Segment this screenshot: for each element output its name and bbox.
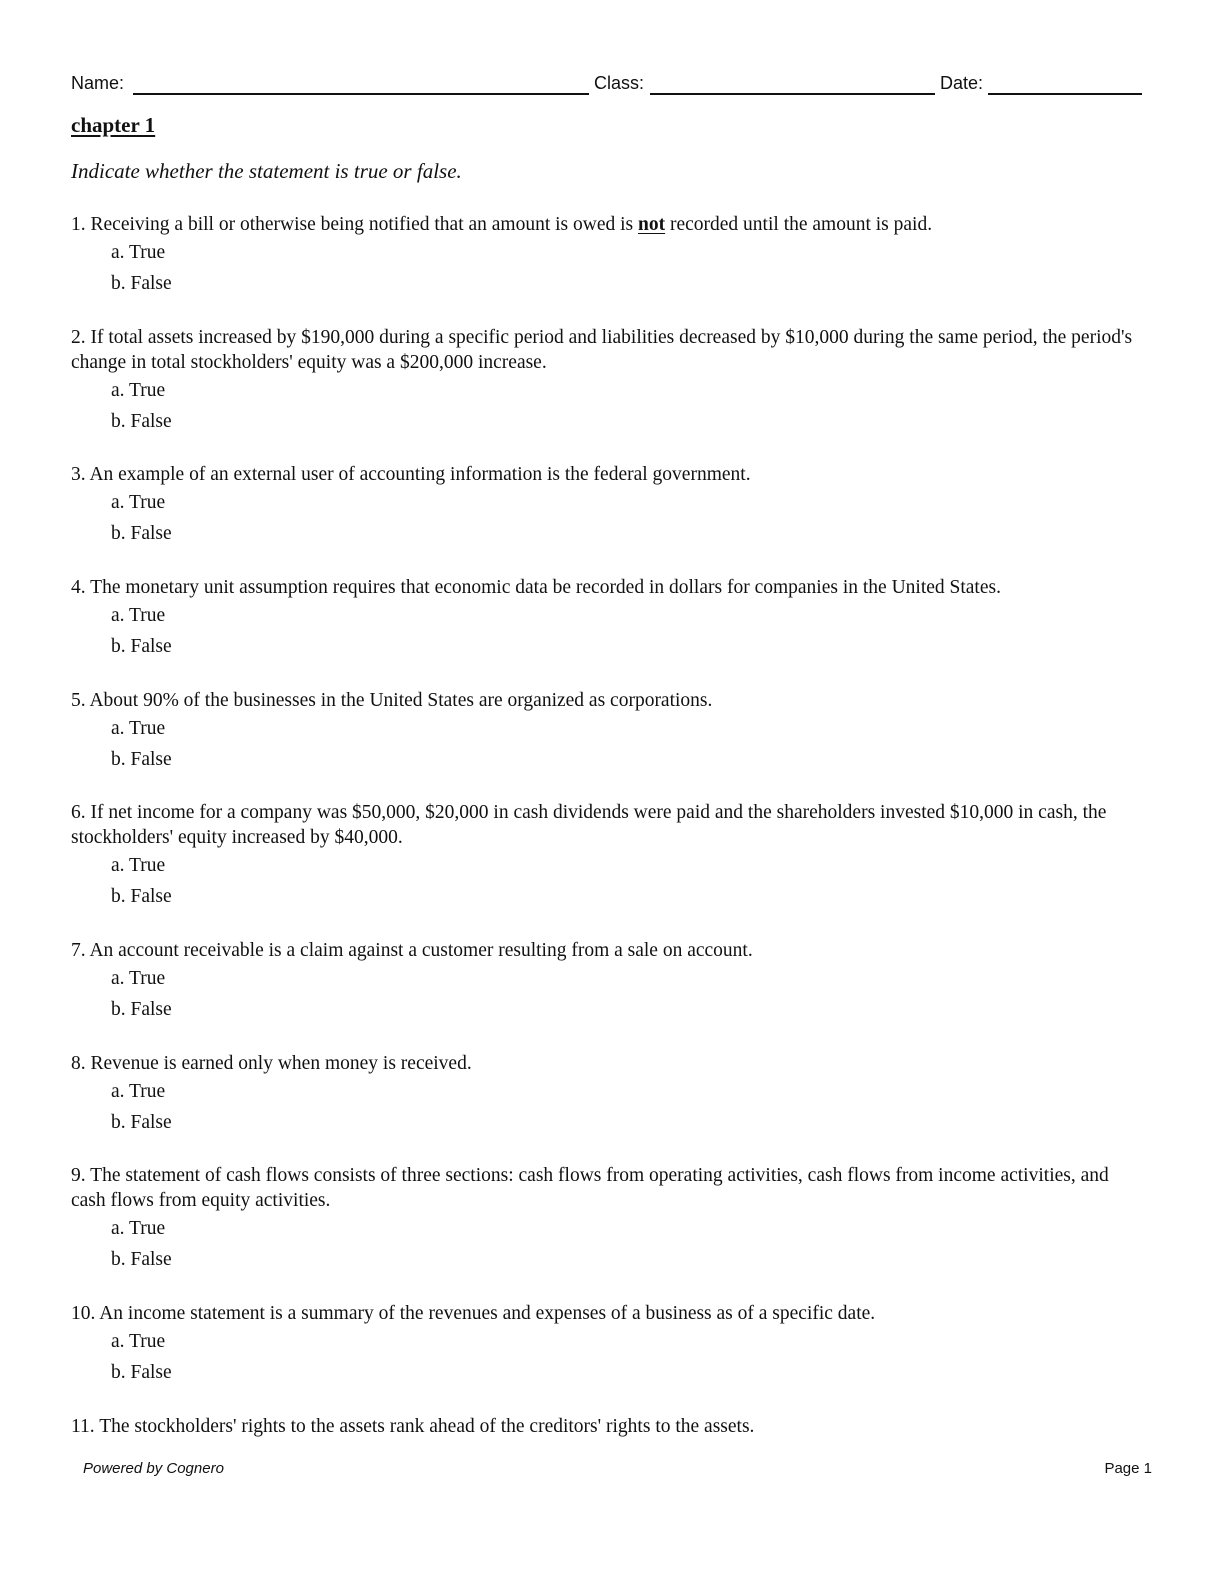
question-text: 2. If total assets increased by $190,000 during a specific period and liabilities decreased by $10,000 during the same period, the period's change in total stockholders' equity was a $200,000 increase. bbox=[71, 327, 1133, 373]
chapter-title: chapter 1 bbox=[71, 113, 156, 137]
question-8 bbox=[71, 1051, 1146, 1138]
option-false: b. False bbox=[111, 749, 172, 770]
question-3 bbox=[71, 462, 1146, 549]
question-text: 4. The monetary unit assumption requires that economic data be recorded in dollars for companies in the United States. bbox=[71, 577, 1001, 598]
name-label: Name: bbox=[71, 73, 125, 93]
option-false: b. False bbox=[111, 273, 172, 294]
question-text: 10. An income statement is a summary of the revenues and expenses of a business as of a specific date. bbox=[71, 1303, 876, 1324]
option-true: a. True bbox=[111, 1331, 166, 1352]
emphasis-not: not bbox=[638, 214, 666, 235]
question-2 bbox=[71, 325, 1146, 437]
option-true: a. True bbox=[111, 1218, 166, 1239]
question-text: 3. An example of an external user of accounting information is the federal government. bbox=[71, 464, 751, 485]
question-9 bbox=[71, 1163, 1146, 1275]
powered-by-footer: Powered by Cognero bbox=[83, 1460, 224, 1477]
question-10 bbox=[71, 1301, 1146, 1388]
option-false: b. False bbox=[111, 1112, 172, 1133]
question-text: 8. Revenue is earned only when money is received. bbox=[71, 1053, 472, 1074]
class-label: Class: bbox=[594, 73, 645, 93]
option-false: b. False bbox=[111, 886, 172, 907]
question-6 bbox=[71, 800, 1146, 912]
option-false: b. False bbox=[111, 1249, 172, 1270]
question-4 bbox=[71, 575, 1146, 662]
option-true: a. True bbox=[111, 718, 166, 739]
question-1 bbox=[71, 212, 1146, 299]
instructions: Indicate whether the statement is true or false. bbox=[71, 159, 462, 183]
question-text: 6. If net income for a company was $50,000, $20,000 in cash dividends were paid and the shareholders invested $10,000 in cash, the stockholders' equity increased by $40,000. bbox=[71, 802, 1107, 848]
option-false: b. False bbox=[111, 999, 172, 1020]
question-text: 11. The stockholders' rights to the assets rank ahead of the creditors' rights to the assets. bbox=[71, 1416, 755, 1437]
date-line bbox=[988, 93, 1142, 95]
option-true: a. True bbox=[111, 855, 166, 876]
question-text: 7. An account receivable is a claim against a customer resulting from a sale on account. bbox=[71, 940, 753, 961]
question-11 bbox=[71, 1414, 1146, 1439]
option-false: b. False bbox=[111, 1362, 172, 1383]
option-false: b. False bbox=[111, 523, 172, 544]
question-5 bbox=[71, 688, 1146, 775]
option-true: a. True bbox=[111, 1081, 166, 1102]
class-line bbox=[650, 93, 935, 95]
option-true: a. True bbox=[111, 492, 166, 513]
option-false: b. False bbox=[111, 411, 172, 432]
student-info-header bbox=[71, 72, 1142, 96]
option-true: a. True bbox=[111, 242, 166, 263]
date-label: Date: bbox=[940, 73, 984, 93]
page-number: Page 1 bbox=[1104, 1460, 1152, 1477]
question-text: 1. Receiving a bill or otherwise being notified that an amount is owed is not recorded until the amount is paid. bbox=[71, 214, 933, 235]
question-text: 5. About 90% of the businesses in the United States are organized as corporations. bbox=[71, 690, 713, 711]
name-line bbox=[133, 93, 589, 95]
option-false: b. False bbox=[111, 636, 172, 657]
question-7 bbox=[71, 938, 1146, 1025]
option-true: a. True bbox=[111, 968, 166, 989]
option-true: a. True bbox=[111, 380, 166, 401]
question-text: 9. The statement of cash flows consists of three sections: cash flows from operating activities, cash flows from income activities, and cash flows from equity activities. bbox=[71, 1165, 1109, 1211]
option-true: a. True bbox=[111, 605, 166, 626]
